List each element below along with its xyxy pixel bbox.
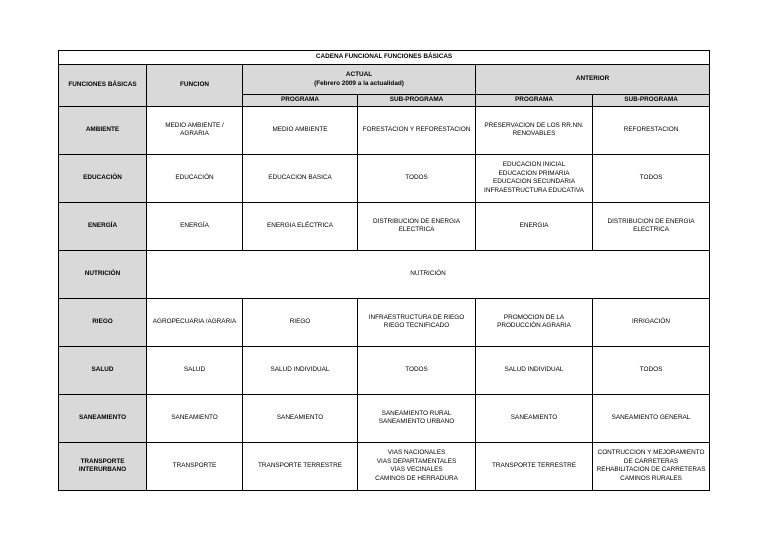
header-anterior-programa: PROGRAMA [476, 95, 593, 107]
cell-funcion: MEDIO AMBIENTE / AGRARIA [147, 106, 243, 154]
header-anterior: ANTERIOR [476, 65, 710, 95]
cell-actual-programa: RIEGO [243, 298, 358, 346]
row-label: EDUCACIÓN [59, 154, 147, 202]
cell-anterior-sub-programa: IRRIGACIÓN [593, 298, 710, 346]
row-label: RIEGO [59, 298, 147, 346]
cell-anterior-sub-programa: TODOS [593, 154, 710, 202]
header-funciones-basicas: FUNCIONES BÁSICAS [59, 65, 147, 107]
header-actual-programa: PROGRAMA [243, 95, 358, 107]
cell-funcion: EDUCACIÓN [147, 154, 243, 202]
table-row [59, 250, 710, 298]
cell-actual-programa: SANEAMIENTO [243, 394, 358, 442]
row-label: SANEAMIENTO [59, 394, 147, 442]
cell-funcion: AGROPECUARIA /AGRARIA [147, 298, 243, 346]
header-actual: ACTUAL (Febrero 2009 a la actualidad) [243, 65, 476, 95]
cell-anterior-programa: PROMOCION DE LA PRODUCCIÓN AGRARIA [476, 298, 593, 346]
cell-actual-sub-programa: INFRAESTRUCTURA DE RIEGO RIEGO TECNIFICADO [358, 298, 476, 346]
cell-actual-sub-programa: TODOS [358, 346, 476, 394]
table-row [59, 442, 710, 490]
table-row [59, 154, 710, 202]
cell-actual-programa: SALUD INDIVIDUAL [243, 346, 358, 394]
cell-anterior-programa: ENERGIA [476, 202, 593, 250]
table-row [59, 298, 710, 346]
cell-anterior-sub-programa: CONTRUCCION Y MEJORAMIENTO DE CARRETERAS REHABILITACION DE CARRETERAS CAMINOS RURALES [593, 442, 710, 490]
cell-funcion: TRANSPORTE [147, 442, 243, 490]
cell-funcion: ENERGÍA [147, 202, 243, 250]
cell-actual-programa: MEDIO AMBIENTE [243, 106, 358, 154]
header-actual-sub-programa: SUB-PROGRAMA [358, 95, 476, 107]
table-row [59, 202, 710, 250]
header-anterior-sub-programa: SUB-PROGRAMA [593, 95, 710, 107]
row-label: TRANSPORTE INTERURBANO [59, 442, 147, 490]
cell-actual-programa: TRANSPORTE TERRESTRE [243, 442, 358, 490]
table-title: CADENA FUNCIONAL FUNCIONES BÁSICAS [59, 51, 710, 65]
table-row [59, 394, 710, 442]
cell-actual-sub-programa: SANEAMIENTO RURAL SANEAMIENTO URBANO [358, 394, 476, 442]
cell-anterior-programa: PRESERVACION DE LOS RR.NN. RENOVABLES [476, 106, 593, 154]
cell-actual-sub-programa: FORESTACION Y REFORESTACION [358, 106, 476, 154]
cell-merged-nutricion: NUTRICIÓN [147, 250, 710, 298]
cell-anterior-programa: EDUCACION INICIAL EDUCACION PRIMARIA EDUCACION SECUNDARIA INFRAESTRUCTURA EDUCATIVA [476, 154, 593, 202]
funciones-basicas-table [58, 50, 710, 491]
header-funcion: FUNCION [147, 65, 243, 107]
cell-anterior-programa: SALUD INDIVIDUAL [476, 346, 593, 394]
row-label: AMBIENTE [59, 106, 147, 154]
cell-actual-programa: EDUCACION BASICA [243, 154, 358, 202]
cell-actual-sub-programa: DISTRIBUCION DE ENERGIA ELECTRICA [358, 202, 476, 250]
cell-actual-sub-programa: TODOS [358, 154, 476, 202]
cell-actual-programa: ENERGIA ELÉCTRICA [243, 202, 358, 250]
cell-anterior-sub-programa: SANEAMIENTO GENERAL [593, 394, 710, 442]
cell-actual-sub-programa: VIAS NACIONALES VIAS DEPARTAMENTALES VIAS VECINALES CAMINOS DE HERRADURA [358, 442, 476, 490]
table-row [59, 106, 710, 154]
row-label: ENERGÍA [59, 202, 147, 250]
row-label: NUTRICIÓN [59, 250, 147, 298]
cell-funcion: SALUD [147, 346, 243, 394]
row-label: SALUD [59, 346, 147, 394]
cell-anterior-programa: TRANSPORTE TERRESTRE [476, 442, 593, 490]
cell-anterior-sub-programa: DISTRIBUCION DE ENERGIA ELECTRICA [593, 202, 710, 250]
cell-anterior-sub-programa: TODOS [593, 346, 710, 394]
cell-anterior-sub-programa: REFORESTACION [593, 106, 710, 154]
cell-anterior-programa: SANEAMIENTO [476, 394, 593, 442]
cell-funcion: SANEAMIENTO [147, 394, 243, 442]
table-row [59, 346, 710, 394]
